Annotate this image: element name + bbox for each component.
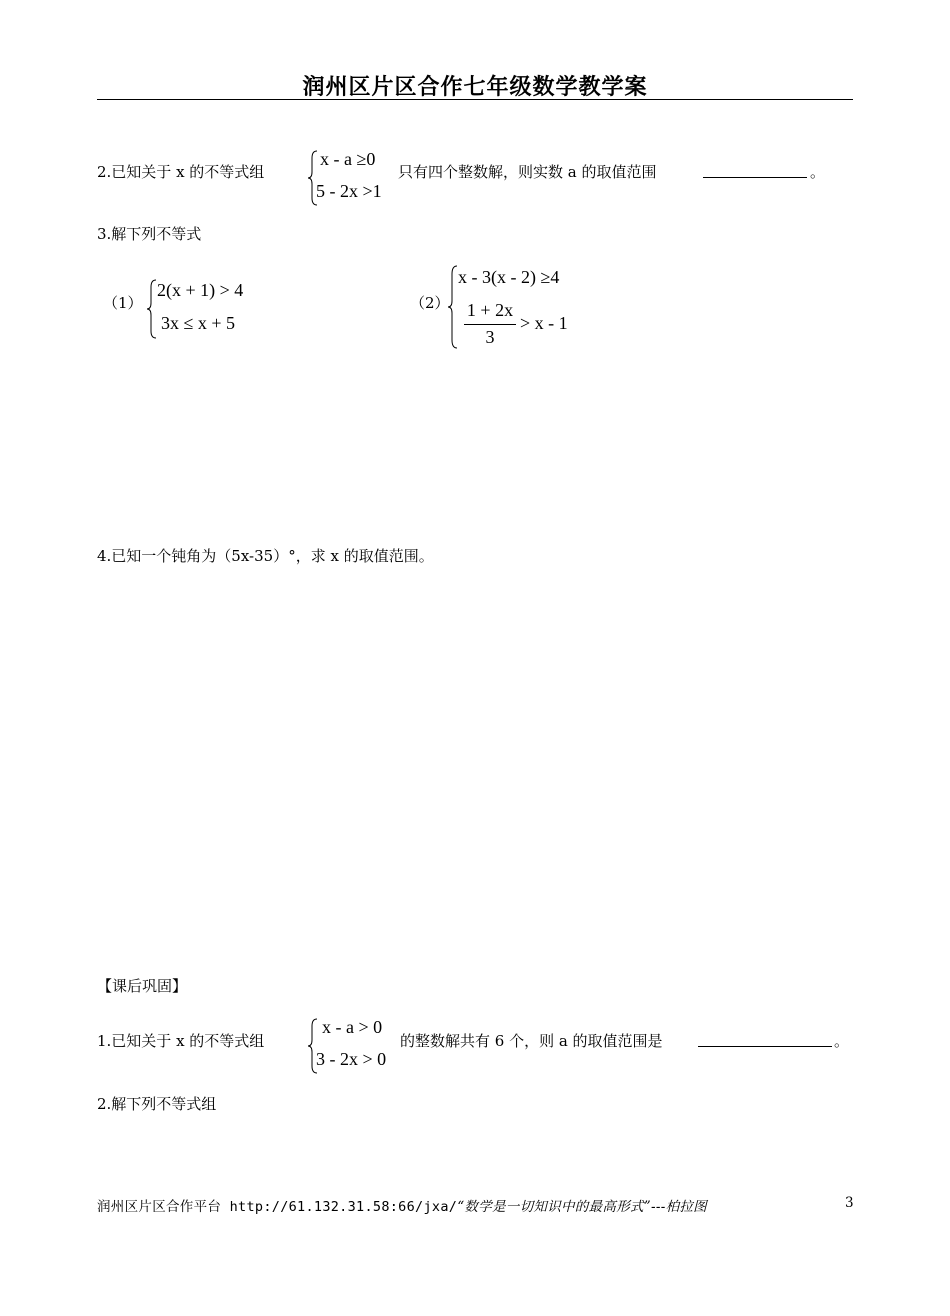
- q3-part2-denominator: 3: [485, 327, 495, 347]
- q3-part1-inequality-1: 2(x + 1) > 4: [157, 280, 244, 300]
- header-rule: [97, 99, 853, 100]
- h1-inequality-2: 3 - 2x > 0: [316, 1049, 387, 1069]
- h1-answer-blank[interactable]: [698, 1030, 832, 1047]
- q3-part2-numerator: 1 + 2x: [466, 300, 514, 320]
- section-title: 【课后巩固】: [97, 977, 188, 995]
- footer-text: 润州区片区合作平台 http://61.132.31.58:66/jxa/: [97, 1199, 458, 1215]
- footer-quote: “数学是一切知识中的最高形式”---柏拉图: [457, 1199, 707, 1215]
- q3-part2-inequality-1: x - 3(x - 2) ≥4: [458, 267, 560, 287]
- q2-inequality-2: 5 - 2x >1: [316, 181, 382, 201]
- q3-title: 3.解下列不等式: [97, 225, 202, 243]
- q2-end: 。: [810, 163, 826, 181]
- h1-end: 。: [834, 1032, 850, 1050]
- h1-suffix: 的整数解共有 6 个，则 a 的取值范围是: [400, 1032, 663, 1050]
- page-number: 3: [845, 1195, 854, 1211]
- q2-answer-blank[interactable]: [703, 161, 807, 178]
- h2-title: 2.解下列不等式组: [97, 1095, 217, 1113]
- footer: [97, 1195, 707, 1215]
- q2-inequality-1: x - a ≥0: [320, 149, 376, 169]
- q2-prefix: 2.已知关于 x 的不等式组: [97, 163, 265, 181]
- q3-part2-label: （2）: [410, 294, 450, 312]
- q3-part1-inequality-2: 3x ≤ x + 5: [161, 313, 236, 333]
- q4-text: 4.已知一个钝角为（5x-35）°，求 x 的取值范围。: [97, 547, 434, 565]
- q3-part2-rhs: > x - 1: [520, 313, 568, 333]
- q2-suffix: 只有四个整数解，则实数 a 的取值范围: [398, 163, 657, 181]
- h1-prefix: 1.已知关于 x 的不等式组: [97, 1032, 265, 1050]
- h1-inequality-1: x - a > 0: [322, 1017, 383, 1037]
- page-title: 润州区片区合作七年级数学教学案: [302, 75, 648, 100]
- q3-part2-fraction-bar: [464, 324, 516, 325]
- q3-part1-label: （1）: [103, 294, 143, 312]
